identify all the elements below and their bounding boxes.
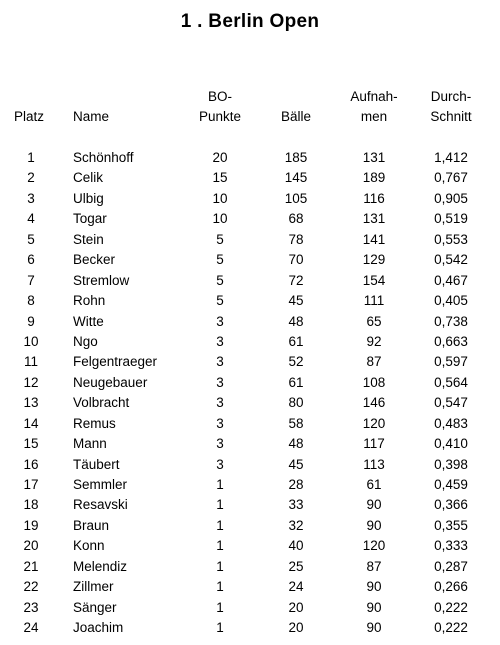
bo-punkte-cell: 1 [216,538,224,554]
table-row [0,271,500,291]
baelle-cell: 72 [288,272,304,288]
durchschnitt-cell: 0,663 [434,333,468,349]
bo-punkte-cell: 15 [212,170,228,186]
table-row [0,148,500,168]
durchschnitt-cell: 0,467 [434,272,468,288]
bo-punkte-cell: 20 [212,150,228,165]
aufnahmen-cell: 141 [362,231,386,247]
bo-punkte-cell: 1 [216,517,224,533]
bo-punkte-cell: 1 [216,497,224,513]
aufnahmen-cell: 111 [363,293,385,309]
aufnahmen-cell: 129 [362,252,386,268]
name-cell: Semmler [73,477,128,492]
baelle-cell: 20 [288,599,304,615]
baelle-cell: 24 [288,579,304,595]
durchschnitt-cell: 0,553 [434,231,468,247]
header-name: Name [73,109,110,124]
name-cell: Ngo [73,333,98,349]
platz-cell: 2 [27,170,35,186]
baelle-cell: 185 [284,150,308,165]
baelle-cell: 61 [288,374,304,390]
platz-cell: 20 [23,538,39,554]
baelle-cell: 45 [288,293,304,309]
aufnahmen-cell: 117 [363,436,385,452]
platz-cell: 14 [23,415,39,431]
platz-cell: 23 [23,599,39,615]
bo-punkte-cell: 3 [216,456,224,472]
baelle-cell: 80 [288,395,304,411]
durchschnitt-cell: 0,355 [434,517,468,533]
table-row [0,312,500,332]
table-row [0,557,500,577]
durchschnitt-cell: 0,519 [434,211,468,227]
table-row [0,495,500,515]
baelle-cell: 70 [288,252,304,268]
aufnahmen-cell: 131 [362,150,386,165]
aufnahmen-cell: 116 [363,190,385,206]
name-cell: Resavski [73,497,128,513]
aufnahmen-cell: 146 [362,395,386,411]
name-cell: Täubert [73,456,120,472]
bo-punkte-cell: 5 [216,272,224,288]
aufnahmen-cell: 131 [362,211,386,227]
header-platz: Platz [14,109,45,124]
aufnahmen-cell: 90 [366,620,382,636]
name-cell: Stremlow [73,272,130,288]
table-row [0,168,500,188]
table-row [0,209,500,229]
name-cell: Zillmer [73,579,114,595]
aufnahmen-cell: 87 [366,354,382,370]
name-cell: Remus [73,415,116,431]
baelle-cell: 58 [288,415,304,431]
baelle-cell: 145 [284,170,308,186]
name-cell: Sänger [73,599,117,615]
platz-cell: 18 [23,497,39,513]
baelle-cell: 52 [288,354,304,370]
name-cell: Joachim [73,620,124,636]
aufnahmen-cell: 90 [366,497,382,513]
aufnahmen-cell: 61 [366,477,382,492]
platz-cell: 6 [27,252,35,268]
baelle-cell: 28 [288,477,304,492]
durchschnitt-cell: 0,767 [434,170,468,186]
durchschnitt-cell: 0,222 [434,620,468,636]
name-cell: Neugebauer [73,374,148,390]
baelle-cell: 78 [288,231,304,247]
bo-punkte-cell: 3 [216,415,224,431]
table-row [0,414,500,434]
baelle-cell: 68 [288,211,304,227]
header-baelle: Bälle [280,109,312,124]
name-cell: Braun [73,517,110,533]
baelle-cell: 48 [288,436,304,452]
durchschnitt-cell: 0,366 [434,497,468,513]
bo-punkte-cell: 3 [216,354,224,370]
name-cell: Celik [73,170,104,186]
bo-punkte-cell: 3 [216,395,224,411]
header-schnitt-line2: Schnitt [430,109,472,124]
platz-cell: 1 [27,150,35,165]
bo-punkte-cell: 3 [216,333,224,349]
aufnahmen-cell: 113 [363,456,385,472]
durchschnitt-cell: 0,547 [434,395,468,411]
baelle-cell: 48 [288,313,304,329]
platz-cell: 13 [23,395,39,411]
page-title: 1 . Berlin Open [180,11,320,32]
bo-punkte-cell: 5 [216,293,224,309]
durchschnitt-cell: 0,266 [434,579,468,595]
bo-punkte-cell: 1 [216,599,224,615]
bo-punkte-cell: 1 [216,620,224,636]
durchschnitt-cell: 0,597 [434,354,468,370]
aufnahmen-cell: 120 [362,415,386,431]
table-row [0,250,500,270]
aufnahmen-cell: 154 [362,272,386,288]
durchschnitt-cell: 1,412 [434,150,468,165]
durchschnitt-cell: 0,333 [434,538,468,554]
table-row [0,577,500,597]
bo-punkte-cell: 10 [212,211,228,227]
header-bo-line1: BO- [207,89,232,104]
platz-cell: 19 [23,517,39,533]
table-row [0,598,500,618]
bo-punkte-cell: 5 [216,231,224,247]
platz-cell: 22 [23,579,39,595]
bo-punkte-cell: 3 [216,436,224,452]
table-row [0,393,500,413]
table-row [0,618,500,638]
aufnahmen-cell: 65 [366,313,382,329]
table-row [0,332,500,352]
table-row [0,373,500,393]
platz-cell: 7 [27,272,35,288]
durchschnitt-cell: 0,287 [434,558,468,574]
name-cell: Volbracht [73,395,130,411]
durchschnitt-cell: 0,738 [434,313,468,329]
aufnahmen-cell: 90 [366,599,382,615]
platz-cell: 21 [23,558,39,574]
baelle-cell: 61 [288,333,304,349]
name-cell: Melendiz [73,558,128,574]
name-cell: Mann [73,436,107,452]
durchschnitt-cell: 0,542 [434,252,468,268]
header-bo-punkte [180,87,260,127]
name-cell: Schönhoff [73,150,134,165]
aufnahmen-cell: 120 [362,538,386,554]
name-cell: Konn [73,538,105,554]
results-table [0,148,500,639]
platz-cell: 12 [23,374,39,390]
name-cell: Stein [73,231,104,247]
durchschnitt-cell: 0,410 [434,436,468,452]
table-row [0,189,500,209]
aufnahmen-cell: 92 [366,333,382,349]
aufnahmen-cell: 108 [362,374,386,390]
table-row [0,475,500,495]
bo-punkte-cell: 1 [216,579,224,595]
durchschnitt-cell: 0,564 [434,374,468,390]
aufnahmen-cell: 90 [366,517,382,533]
bo-punkte-cell: 1 [216,477,224,492]
baelle-cell: 32 [288,517,304,533]
header-aufnahmen-line1: Aufnah- [350,89,398,104]
name-cell: Witte [73,313,104,329]
platz-cell: 3 [27,190,35,206]
bo-punkte-cell: 1 [216,558,224,574]
aufnahmen-cell: 87 [366,558,382,574]
bo-punkte-cell: 3 [216,374,224,390]
durchschnitt-cell: 0,398 [434,456,468,472]
header-aufnahmen-line2: men [360,109,388,124]
table-row [0,516,500,536]
table-row [0,434,500,454]
header-schnitt-line1: Durch- [430,89,472,104]
baelle-cell: 20 [288,620,304,636]
header-aufnahmen [334,87,414,127]
durchschnitt-cell: 0,222 [434,599,468,615]
baelle-cell: 33 [288,497,304,513]
baelle-cell: 25 [288,558,304,574]
durchschnitt-cell: 0,905 [434,190,468,206]
table-row [0,455,500,475]
platz-cell: 4 [27,211,35,227]
table-row [0,536,500,556]
bo-punkte-cell: 10 [212,190,228,206]
name-cell: Rohn [73,293,106,309]
table-row [0,230,500,250]
table-row [0,352,500,372]
platz-cell: 15 [23,436,39,452]
name-cell: Ulbig [73,190,104,206]
platz-cell: 11 [23,354,38,370]
baelle-cell: 45 [288,456,304,472]
platz-cell: 16 [23,456,39,472]
platz-cell: 10 [23,333,39,349]
platz-cell: 24 [23,620,39,636]
header-bo-line2: Punkte [198,109,242,124]
platz-cell: 9 [27,313,35,329]
name-cell: Togar [73,211,107,227]
baelle-cell: 105 [284,190,308,206]
durchschnitt-cell: 0,405 [434,293,468,309]
aufnahmen-cell: 90 [366,579,382,595]
durchschnitt-cell: 0,459 [434,477,468,492]
name-cell: Becker [73,252,116,268]
platz-cell: 8 [27,293,35,309]
platz-cell: 17 [23,477,39,492]
header-durchschnitt [411,87,491,127]
durchschnitt-cell: 0,483 [434,415,468,431]
name-cell: Felgentraeger [73,354,158,370]
aufnahmen-cell: 189 [362,170,386,186]
bo-punkte-cell: 5 [216,252,224,268]
platz-cell: 5 [27,231,35,247]
bo-punkte-cell: 3 [216,313,224,329]
baelle-cell: 40 [288,538,304,554]
table-row [0,291,500,311]
